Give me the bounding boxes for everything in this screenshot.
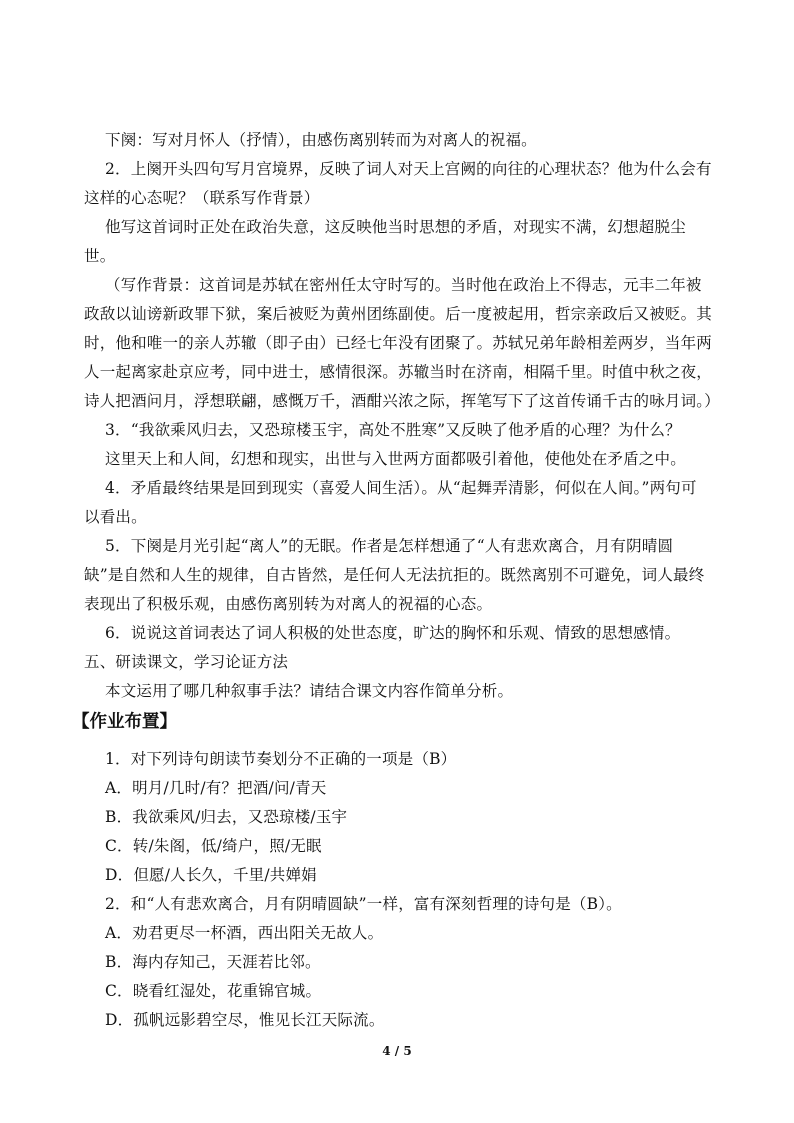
- text-line: 人一起离家赴京应考，同中进士，感情很深。苏辙当时在济南，相隔千里。时值中秋之夜，: [84, 363, 713, 381]
- text-line: 缺”是自然和人生的规律，自古皆然，是任何人无法抗拒的。既然离别不可避免，词人最终: [84, 566, 705, 584]
- option-line: C．转/朱阁，低/绮户，照/无眠: [105, 837, 322, 855]
- text-line: 政敌以讪谤新政罪下狱，案后被贬为黄州团练副使。后一度被起用，哲宗亲政后又被贬。其: [84, 305, 713, 323]
- text-line: 4．矛盾最终结果是回到现实（喜爱人间生活）。从“起舞弄清影，何似在人间。”两句可: [105, 479, 697, 497]
- question-line: 2．和“人有悲欢离合，月有阴晴圆缺”一样，富有深刻哲理的诗句是（B）。: [105, 895, 622, 913]
- text-line: 时，他和唯一的亲人苏辙（即子由）已经七年没有团聚了。苏轼兄弟年龄相差两岁，当年两: [84, 334, 713, 352]
- option-line: C．晓看红湿处，花重锦官城。: [105, 982, 322, 1000]
- text-line: 以看出。: [84, 508, 147, 526]
- page-number: 4 / 5: [382, 1044, 412, 1058]
- option-line: B．海内存知己，天涯若比邻。: [105, 953, 321, 971]
- text-line: 下阕：写对月怀人（抒情），由感伤离别转而为对离人的祝福。: [105, 131, 537, 149]
- text-line: 表现出了积极乐观，由感伤离别转为对离人的祝福的心态。: [84, 595, 493, 613]
- option-line: A．劝君更尽一杯酒，西出阳关无故人。: [105, 924, 384, 942]
- option-line: D．但愿/人长久，千里/共婵娟: [105, 866, 317, 884]
- homework-heading: 【作业布置】: [72, 712, 177, 732]
- text-line: 6．说说这首词表达了词人积极的处世态度，旷达的胸怀和乐观、情致的思想感情。: [105, 624, 681, 642]
- text-line: 本文运用了哪几种叙事手法？请结合课文内容作简单分析。: [105, 682, 514, 700]
- option-line: D．孤帆远影碧空尽，惟见长江天际流。: [105, 1011, 385, 1029]
- text-line: 世。: [84, 247, 116, 265]
- text-line: （写作背景：这首词是苏轼在密州任太守时写的。当时他在政治上不得志，元丰二年被: [105, 276, 702, 294]
- option-line: A．明月/几时/有？把酒/问/青天: [105, 779, 327, 797]
- text-line: 这样的心态呢？（联系写作背景）: [84, 189, 320, 207]
- text-line: 诗人把酒问月，浮想联翩，感慨万千，酒酣兴浓之际，挥笔写下了这首传诵千古的咏月词。）: [84, 392, 720, 410]
- text-line: 3．“我欲乘风归去，又恐琼楼玉宇，高处不胜寒”又反映了他矛盾的心理？为什么？: [105, 421, 681, 439]
- text-line: 5．下阕是月光引起“离人”的无眠。作者是怎样想通了“人有悲欢离合，月有阴晴圆: [105, 537, 674, 555]
- option-line: B．我欲乘风/归去，又恐琼楼/玉宇: [105, 808, 348, 826]
- text-line: 这里天上和人间，幻想和现实，出世与入世两方面都吸引着他，使他处在矛盾之中。: [105, 450, 686, 468]
- text-line: 2．上阕开头四句写月宫境界，反映了词人对天上宫阙的向往的心理状态？他为什么会有: [105, 160, 712, 178]
- text-line: 五、研读课文，学习论证方法: [84, 653, 289, 671]
- question-line: 1．对下列诗句朗读节奏划分不正确的一项是（B）: [105, 750, 457, 768]
- text-line: 他写这首词时正处在政治失意，这反映他当时思想的矛盾，对现实不满，幻想超脱尘: [105, 218, 686, 236]
